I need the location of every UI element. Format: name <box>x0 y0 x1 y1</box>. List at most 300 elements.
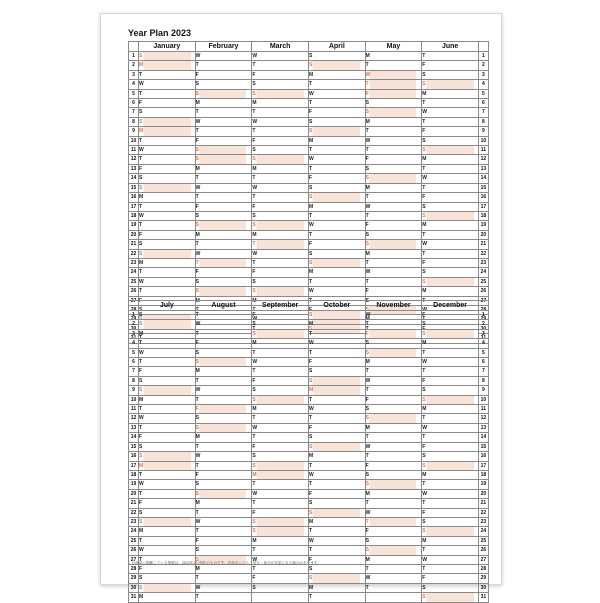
day-cell[interactable] <box>365 164 422 173</box>
day-cell[interactable] <box>139 249 196 258</box>
day-cell[interactable] <box>139 339 196 348</box>
day-cell[interactable] <box>195 52 252 61</box>
day-cell[interactable] <box>422 546 479 555</box>
day-cell[interactable] <box>422 320 479 329</box>
day-cell[interactable] <box>365 230 422 239</box>
day-cell[interactable] <box>195 442 252 451</box>
day-cell[interactable] <box>252 249 309 258</box>
day-cell[interactable] <box>139 80 196 89</box>
day-cell[interactable] <box>195 174 252 183</box>
day-cell[interactable] <box>365 287 422 296</box>
day-cell[interactable] <box>308 527 365 536</box>
day-cell[interactable] <box>308 61 365 70</box>
day-cell[interactable] <box>308 508 365 517</box>
day-cell[interactable] <box>365 480 422 489</box>
day-cell[interactable] <box>252 489 309 498</box>
day-cell[interactable] <box>252 470 309 479</box>
day-cell[interactable] <box>195 202 252 211</box>
day-cell[interactable] <box>422 527 479 536</box>
day-cell[interactable] <box>422 174 479 183</box>
day-cell[interactable] <box>422 564 479 573</box>
day-cell[interactable] <box>252 221 309 230</box>
day-cell[interactable] <box>139 320 196 329</box>
day-cell[interactable] <box>139 470 196 479</box>
day-cell[interactable] <box>252 442 309 451</box>
day-cell[interactable] <box>195 155 252 164</box>
day-cell[interactable] <box>139 358 196 367</box>
day-cell[interactable] <box>308 339 365 348</box>
day-cell[interactable] <box>252 376 309 385</box>
day-cell[interactable] <box>195 61 252 70</box>
day-cell[interactable] <box>365 240 422 249</box>
day-cell[interactable] <box>252 89 309 98</box>
day-cell[interactable] <box>422 593 479 602</box>
day-cell[interactable] <box>139 376 196 385</box>
day-cell[interactable] <box>139 386 196 395</box>
day-cell[interactable] <box>252 546 309 555</box>
day-cell[interactable] <box>365 70 422 79</box>
day-cell[interactable] <box>139 311 196 320</box>
day-cell[interactable] <box>308 489 365 498</box>
day-cell[interactable] <box>195 583 252 592</box>
day-cell[interactable] <box>308 80 365 89</box>
day-cell[interactable] <box>308 414 365 423</box>
day-cell[interactable] <box>365 470 422 479</box>
day-cell[interactable] <box>422 358 479 367</box>
day-cell[interactable] <box>308 405 365 414</box>
day-cell[interactable] <box>252 211 309 220</box>
day-cell[interactable] <box>365 61 422 70</box>
day-cell[interactable] <box>308 499 365 508</box>
day-cell[interactable] <box>308 423 365 432</box>
day-cell[interactable] <box>308 221 365 230</box>
day-cell[interactable] <box>252 70 309 79</box>
day-cell[interactable] <box>195 117 252 126</box>
day-cell[interactable] <box>139 117 196 126</box>
day-cell[interactable] <box>365 499 422 508</box>
day-cell[interactable] <box>422 386 479 395</box>
day-cell[interactable] <box>252 508 309 517</box>
day-cell[interactable] <box>252 164 309 173</box>
day-cell[interactable] <box>252 202 309 211</box>
day-cell[interactable] <box>252 61 309 70</box>
day-cell[interactable] <box>139 277 196 286</box>
day-cell[interactable] <box>139 202 196 211</box>
day-cell[interactable] <box>252 240 309 249</box>
day-cell[interactable] <box>195 240 252 249</box>
day-cell[interactable] <box>308 249 365 258</box>
day-cell[interactable] <box>365 442 422 451</box>
day-cell[interactable] <box>365 211 422 220</box>
day-cell[interactable] <box>422 442 479 451</box>
day-cell[interactable] <box>195 386 252 395</box>
day-cell[interactable] <box>422 211 479 220</box>
day-cell[interactable] <box>252 433 309 442</box>
day-cell[interactable] <box>422 268 479 277</box>
day-cell[interactable] <box>195 508 252 517</box>
day-cell[interactable] <box>252 386 309 395</box>
day-cell[interactable] <box>195 470 252 479</box>
day-cell[interactable] <box>422 52 479 61</box>
day-cell[interactable] <box>139 52 196 61</box>
day-cell[interactable] <box>422 508 479 517</box>
day-cell[interactable] <box>308 146 365 155</box>
day-cell[interactable] <box>195 527 252 536</box>
day-cell[interactable] <box>252 414 309 423</box>
day-cell[interactable] <box>252 268 309 277</box>
day-cell[interactable] <box>365 146 422 155</box>
day-cell[interactable] <box>365 277 422 286</box>
day-cell[interactable] <box>308 470 365 479</box>
day-cell[interactable] <box>365 564 422 573</box>
day-cell[interactable] <box>422 240 479 249</box>
day-cell[interactable] <box>139 367 196 376</box>
day-cell[interactable] <box>139 489 196 498</box>
day-cell[interactable] <box>139 211 196 220</box>
day-cell[interactable] <box>365 536 422 545</box>
day-cell[interactable] <box>422 517 479 526</box>
day-cell[interactable] <box>365 423 422 432</box>
day-cell[interactable] <box>195 221 252 230</box>
day-cell[interactable] <box>139 155 196 164</box>
day-cell[interactable] <box>252 358 309 367</box>
day-cell[interactable] <box>308 452 365 461</box>
day-cell[interactable] <box>422 108 479 117</box>
day-cell[interactable] <box>308 183 365 192</box>
day-cell[interactable] <box>308 211 365 220</box>
day-cell[interactable] <box>139 480 196 489</box>
day-cell[interactable] <box>139 164 196 173</box>
day-cell[interactable] <box>365 89 422 98</box>
day-cell[interactable] <box>365 193 422 202</box>
day-cell[interactable] <box>422 348 479 357</box>
day-cell[interactable] <box>252 287 309 296</box>
day-cell[interactable] <box>195 258 252 267</box>
day-cell[interactable] <box>195 433 252 442</box>
day-cell[interactable] <box>195 423 252 432</box>
day-cell[interactable] <box>252 339 309 348</box>
day-cell[interactable] <box>139 546 196 555</box>
day-cell[interactable] <box>422 117 479 126</box>
day-cell[interactable] <box>195 320 252 329</box>
day-cell[interactable] <box>139 517 196 526</box>
day-cell[interactable] <box>422 258 479 267</box>
day-cell[interactable] <box>308 517 365 526</box>
day-cell[interactable] <box>422 405 479 414</box>
day-cell[interactable] <box>252 127 309 136</box>
day-cell[interactable] <box>139 230 196 239</box>
day-cell[interactable] <box>139 258 196 267</box>
day-cell[interactable] <box>195 268 252 277</box>
day-cell[interactable] <box>308 583 365 592</box>
day-cell[interactable] <box>252 348 309 357</box>
day-cell[interactable] <box>252 193 309 202</box>
day-cell[interactable] <box>308 202 365 211</box>
day-cell[interactable] <box>365 108 422 117</box>
day-cell[interactable] <box>139 527 196 536</box>
day-cell[interactable] <box>139 268 196 277</box>
day-cell[interactable] <box>195 70 252 79</box>
day-cell[interactable] <box>139 89 196 98</box>
day-cell[interactable] <box>365 461 422 470</box>
day-cell[interactable] <box>308 70 365 79</box>
day-cell[interactable] <box>422 452 479 461</box>
day-cell[interactable] <box>365 136 422 145</box>
day-cell[interactable] <box>308 376 365 385</box>
day-cell[interactable] <box>195 311 252 320</box>
day-cell[interactable] <box>139 348 196 357</box>
day-cell[interactable] <box>365 174 422 183</box>
day-cell[interactable] <box>195 367 252 376</box>
day-cell[interactable] <box>252 320 309 329</box>
day-cell[interactable] <box>139 499 196 508</box>
day-cell[interactable] <box>195 489 252 498</box>
day-cell[interactable] <box>365 52 422 61</box>
day-cell[interactable] <box>139 574 196 583</box>
day-cell[interactable] <box>308 258 365 267</box>
day-cell[interactable] <box>308 117 365 126</box>
day-cell[interactable] <box>308 89 365 98</box>
day-cell[interactable] <box>422 61 479 70</box>
day-cell[interactable] <box>252 452 309 461</box>
day-cell[interactable] <box>195 546 252 555</box>
day-cell[interactable] <box>195 461 252 470</box>
day-cell[interactable] <box>422 461 479 470</box>
day-cell[interactable] <box>308 193 365 202</box>
day-cell[interactable] <box>308 230 365 239</box>
day-cell[interactable] <box>252 461 309 470</box>
day-cell[interactable] <box>422 230 479 239</box>
day-cell[interactable] <box>365 155 422 164</box>
day-cell[interactable] <box>252 155 309 164</box>
day-cell[interactable] <box>252 99 309 108</box>
day-cell[interactable] <box>195 517 252 526</box>
day-cell[interactable] <box>422 221 479 230</box>
day-cell[interactable] <box>422 499 479 508</box>
day-cell[interactable] <box>139 508 196 517</box>
day-cell[interactable] <box>195 183 252 192</box>
day-cell[interactable] <box>365 358 422 367</box>
day-cell[interactable] <box>308 277 365 286</box>
day-cell[interactable] <box>308 320 365 329</box>
day-cell[interactable] <box>139 193 196 202</box>
day-cell[interactable] <box>365 527 422 536</box>
day-cell[interactable] <box>365 127 422 136</box>
day-cell[interactable] <box>308 268 365 277</box>
day-cell[interactable] <box>308 52 365 61</box>
day-cell[interactable] <box>365 183 422 192</box>
day-cell[interactable] <box>308 174 365 183</box>
day-cell[interactable] <box>422 583 479 592</box>
day-cell[interactable] <box>252 174 309 183</box>
day-cell[interactable] <box>422 80 479 89</box>
day-cell[interactable] <box>252 499 309 508</box>
day-cell[interactable] <box>308 593 365 602</box>
day-cell[interactable] <box>252 574 309 583</box>
day-cell[interactable] <box>195 339 252 348</box>
day-cell[interactable] <box>422 489 479 498</box>
day-cell[interactable] <box>308 99 365 108</box>
day-cell[interactable] <box>422 89 479 98</box>
day-cell[interactable] <box>139 146 196 155</box>
day-cell[interactable] <box>308 546 365 555</box>
day-cell[interactable] <box>308 240 365 249</box>
day-cell[interactable] <box>252 230 309 239</box>
day-cell[interactable] <box>139 433 196 442</box>
day-cell[interactable] <box>365 517 422 526</box>
day-cell[interactable] <box>422 480 479 489</box>
day-cell[interactable] <box>422 99 479 108</box>
day-cell[interactable] <box>139 329 196 338</box>
day-cell[interactable] <box>365 117 422 126</box>
day-cell[interactable] <box>365 574 422 583</box>
day-cell[interactable] <box>252 258 309 267</box>
day-cell[interactable] <box>365 99 422 108</box>
day-cell[interactable] <box>422 395 479 404</box>
day-cell[interactable] <box>195 211 252 220</box>
day-cell[interactable] <box>195 164 252 173</box>
day-cell[interactable] <box>365 329 422 338</box>
day-cell[interactable] <box>139 287 196 296</box>
day-cell[interactable] <box>195 329 252 338</box>
day-cell[interactable] <box>308 287 365 296</box>
day-cell[interactable] <box>139 174 196 183</box>
day-cell[interactable] <box>422 414 479 423</box>
day-cell[interactable] <box>139 461 196 470</box>
day-cell[interactable] <box>422 183 479 192</box>
day-cell[interactable] <box>365 583 422 592</box>
day-cell[interactable] <box>422 329 479 338</box>
day-cell[interactable] <box>252 527 309 536</box>
day-cell[interactable] <box>195 146 252 155</box>
day-cell[interactable] <box>365 414 422 423</box>
day-cell[interactable] <box>195 249 252 258</box>
day-cell[interactable] <box>308 480 365 489</box>
day-cell[interactable] <box>308 127 365 136</box>
day-cell[interactable] <box>195 277 252 286</box>
day-cell[interactable] <box>139 61 196 70</box>
day-cell[interactable] <box>365 268 422 277</box>
day-cell[interactable] <box>195 452 252 461</box>
day-cell[interactable] <box>139 395 196 404</box>
day-cell[interactable] <box>139 414 196 423</box>
day-cell[interactable] <box>139 70 196 79</box>
day-cell[interactable] <box>139 99 196 108</box>
day-cell[interactable] <box>422 574 479 583</box>
day-cell[interactable] <box>365 405 422 414</box>
day-cell[interactable] <box>308 395 365 404</box>
day-cell[interactable] <box>139 127 196 136</box>
day-cell[interactable] <box>252 405 309 414</box>
day-cell[interactable] <box>139 221 196 230</box>
day-cell[interactable] <box>308 329 365 338</box>
day-cell[interactable] <box>195 136 252 145</box>
day-cell[interactable] <box>308 433 365 442</box>
day-cell[interactable] <box>365 386 422 395</box>
day-cell[interactable] <box>365 452 422 461</box>
day-cell[interactable] <box>365 546 422 555</box>
day-cell[interactable] <box>308 311 365 320</box>
day-cell[interactable] <box>252 80 309 89</box>
day-cell[interactable] <box>252 480 309 489</box>
day-cell[interactable] <box>365 367 422 376</box>
day-cell[interactable] <box>195 536 252 545</box>
day-cell[interactable] <box>422 146 479 155</box>
day-cell[interactable] <box>139 183 196 192</box>
day-cell[interactable] <box>422 423 479 432</box>
day-cell[interactable] <box>252 367 309 376</box>
day-cell[interactable] <box>422 70 479 79</box>
day-cell[interactable] <box>139 593 196 602</box>
day-cell[interactable] <box>195 376 252 385</box>
day-cell[interactable] <box>139 405 196 414</box>
day-cell[interactable] <box>308 155 365 164</box>
day-cell[interactable] <box>195 593 252 602</box>
day-cell[interactable] <box>308 108 365 117</box>
day-cell[interactable] <box>365 320 422 329</box>
day-cell[interactable] <box>139 583 196 592</box>
day-cell[interactable] <box>252 117 309 126</box>
day-cell[interactable] <box>308 442 365 451</box>
day-cell[interactable] <box>252 108 309 117</box>
day-cell[interactable] <box>308 386 365 395</box>
day-cell[interactable] <box>252 583 309 592</box>
day-cell[interactable] <box>252 536 309 545</box>
day-cell[interactable] <box>365 202 422 211</box>
day-cell[interactable] <box>365 433 422 442</box>
day-cell[interactable] <box>252 136 309 145</box>
day-cell[interactable] <box>422 249 479 258</box>
day-cell[interactable] <box>139 423 196 432</box>
day-cell[interactable] <box>365 348 422 357</box>
day-cell[interactable] <box>308 358 365 367</box>
day-cell[interactable] <box>195 230 252 239</box>
day-cell[interactable] <box>252 329 309 338</box>
day-cell[interactable] <box>195 499 252 508</box>
day-cell[interactable] <box>139 442 196 451</box>
day-cell[interactable] <box>139 536 196 545</box>
day-cell[interactable] <box>195 480 252 489</box>
day-cell[interactable] <box>422 536 479 545</box>
day-cell[interactable] <box>365 311 422 320</box>
day-cell[interactable] <box>195 89 252 98</box>
day-cell[interactable] <box>365 258 422 267</box>
day-cell[interactable] <box>252 146 309 155</box>
day-cell[interactable] <box>252 311 309 320</box>
day-cell[interactable] <box>195 287 252 296</box>
day-cell[interactable] <box>422 277 479 286</box>
day-cell[interactable] <box>308 348 365 357</box>
day-cell[interactable] <box>422 433 479 442</box>
day-cell[interactable] <box>195 574 252 583</box>
day-cell[interactable] <box>195 99 252 108</box>
day-cell[interactable] <box>252 277 309 286</box>
day-cell[interactable] <box>422 193 479 202</box>
day-cell[interactable] <box>365 555 422 564</box>
day-cell[interactable] <box>195 358 252 367</box>
day-cell[interactable] <box>422 136 479 145</box>
day-cell[interactable] <box>252 183 309 192</box>
day-cell[interactable] <box>308 461 365 470</box>
day-cell[interactable] <box>252 52 309 61</box>
day-cell[interactable] <box>308 136 365 145</box>
day-cell[interactable] <box>422 367 479 376</box>
day-cell[interactable] <box>422 287 479 296</box>
day-cell[interactable] <box>195 348 252 357</box>
day-cell[interactable] <box>139 240 196 249</box>
day-cell[interactable] <box>365 489 422 498</box>
day-cell[interactable] <box>308 164 365 173</box>
